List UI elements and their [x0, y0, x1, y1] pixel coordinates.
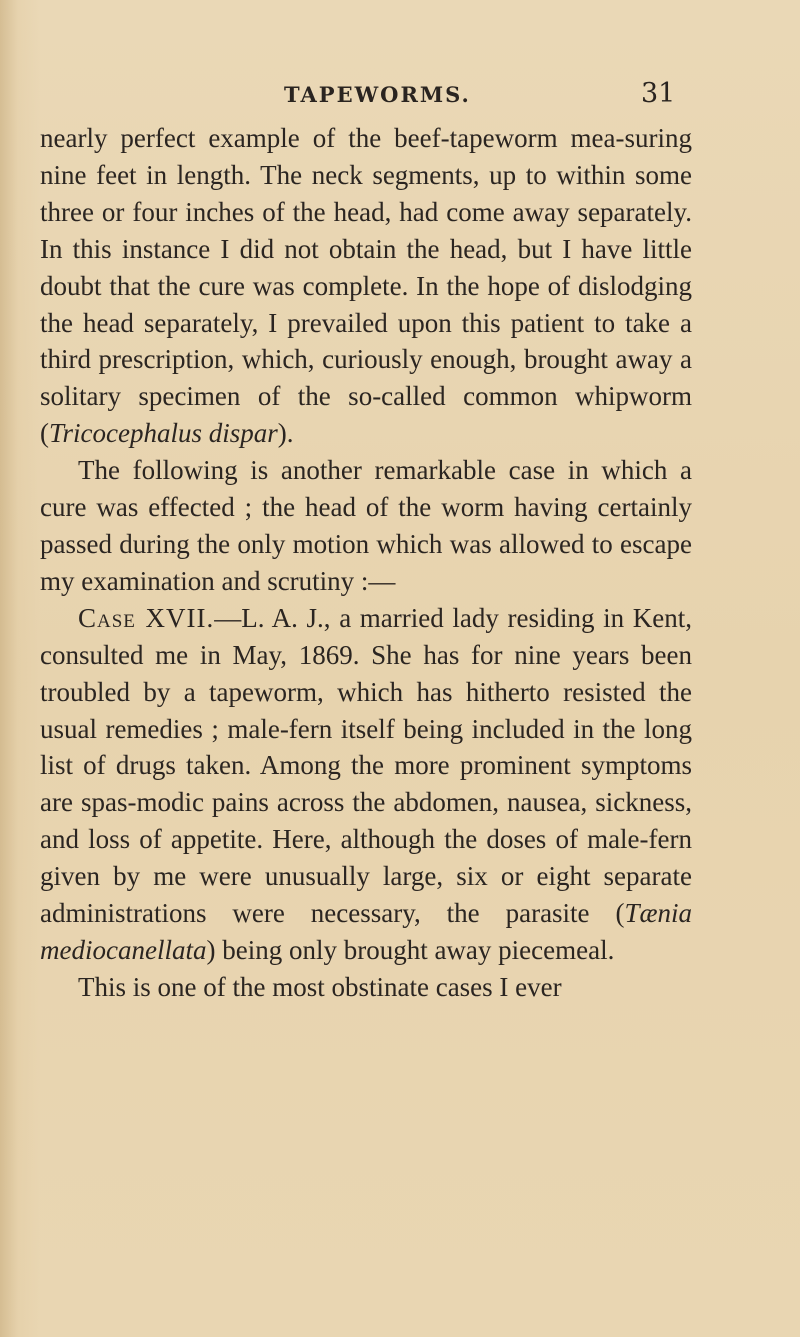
paragraph-4-text: This is one of the most obstinate cases I ever [78, 971, 562, 1002]
paragraph-3 [40, 600, 692, 969]
paragraph-1 [40, 120, 692, 452]
paragraph-2 [40, 452, 692, 600]
paragraph-4 [40, 969, 692, 1006]
paragraph-1-text: nearly perfect example of the beef-tapeworm mea-suring nine feet in length. The neck segments, up to within some three or four inches of the head, had come away separately. In this instance I did not obtain the head, but I have little doubt that the cure was complete. In the hope of dislodging the head separately, I prevailed upon this patient to take a third prescription, which, curiously enough, brought away a solitary specimen of the so-called common whipworm ( [40, 123, 692, 449]
paragraph-1-end: ). [277, 418, 294, 449]
case-heading: Case XVII. [78, 602, 215, 633]
running-head [0, 78, 800, 110]
body-text [40, 120, 692, 1006]
paragraph-3-text: —L. A. J., a married lady residing in Kent, consulted me in May, 1869. She has for nine years been troubled by a tapeworm, which has hitherto resisted the usual remedies ; male-fern itself being included in the long list of drugs taken. Among the more prominent symptoms are spas-modic pains across the abdomen, nausea, sickness, and loss of appetite. Here, although the doses of male-fern given by me were unusually large, six or eight separate administrations were necessary, the parasite ( [40, 602, 693, 929]
page-number: 31 [641, 78, 676, 109]
running-title: TAPEWORMS. [284, 82, 471, 107]
paragraph-3-end: ) being only brought away piecemeal. [206, 934, 615, 965]
species-name-whipworm: Tricocephalus dispar [49, 418, 278, 449]
paragraph-2-text: The following is another remarkable case in which a cure was effected ; the head of the worm having certainly passed during the only motion which was allowed to escape my examination and scrutiny :— [40, 455, 692, 596]
species-name-taenia: Tænia mediocanellata [40, 898, 692, 965]
